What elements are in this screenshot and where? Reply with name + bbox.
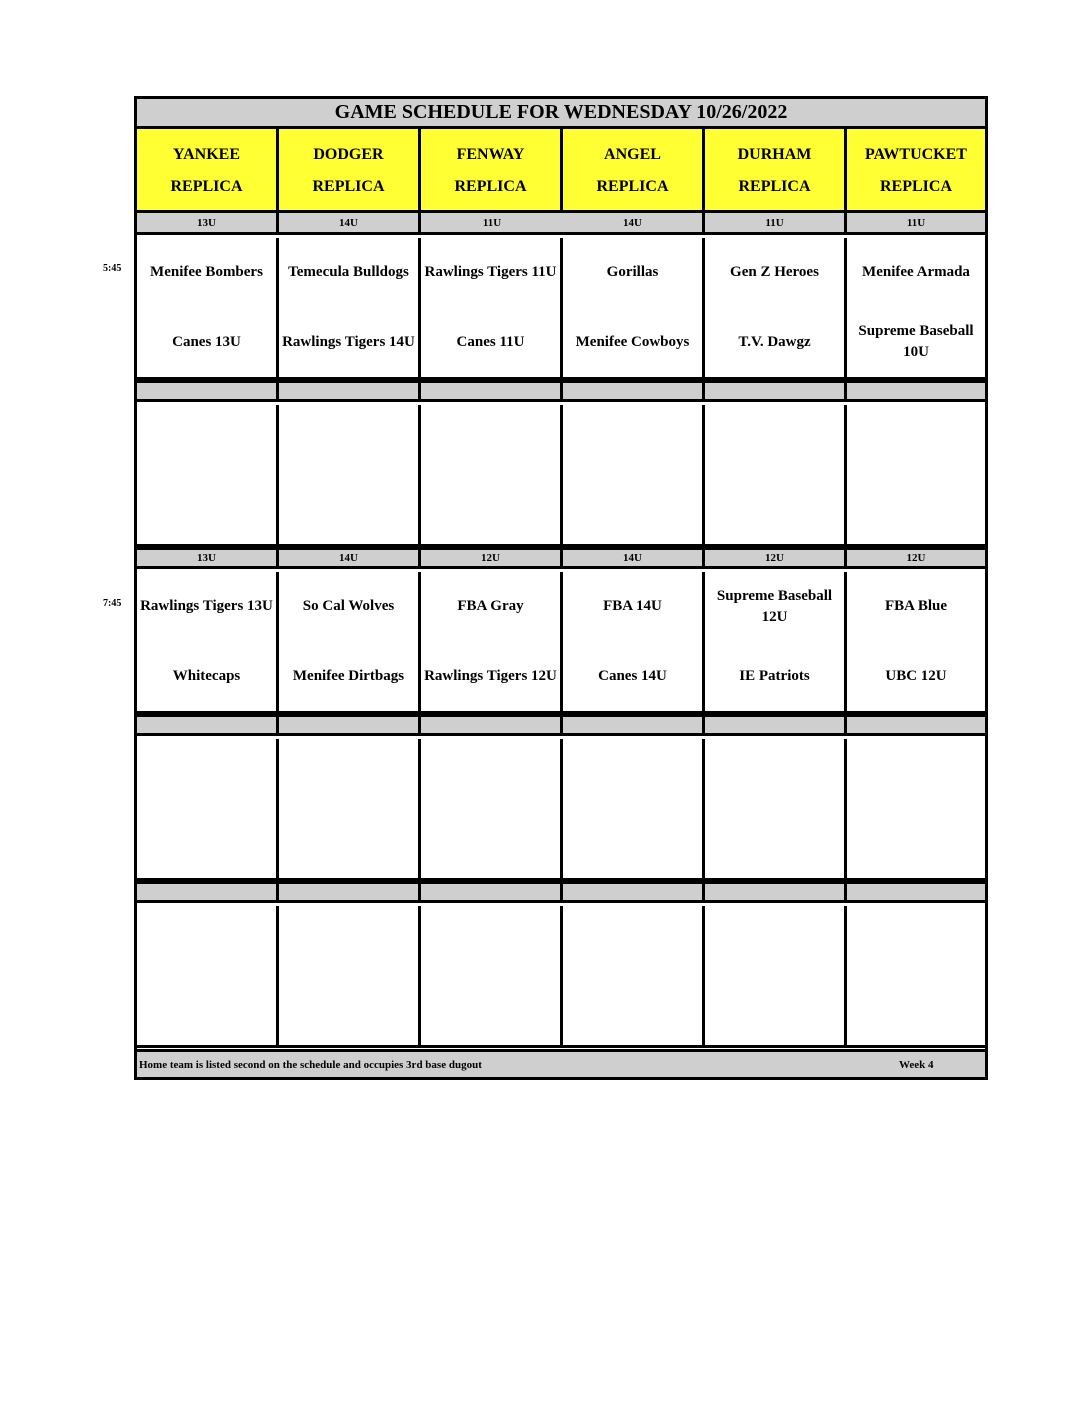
game-cell	[563, 906, 705, 1045]
home-team	[705, 475, 844, 545]
away-team	[421, 739, 560, 809]
home-team: UBC 12U	[885, 667, 947, 684]
footer-row	[137, 1049, 985, 1077]
away-team	[563, 405, 702, 475]
home-team	[705, 976, 844, 1046]
game-cell	[279, 405, 421, 544]
division-label: 12U	[421, 550, 563, 566]
game-row	[137, 405, 985, 547]
game-row	[137, 906, 985, 1048]
home-team	[137, 475, 276, 545]
field-header: YANKEE REPLICA	[137, 129, 279, 210]
away-team	[705, 405, 844, 475]
away-team: FBA Gray	[457, 598, 524, 615]
home-team	[279, 475, 418, 545]
away-team: Temecula Bulldogs	[288, 264, 409, 281]
division-label	[705, 884, 847, 900]
home-team	[137, 976, 276, 1046]
division-label	[847, 383, 985, 399]
home-team	[563, 475, 702, 545]
away-team	[137, 739, 276, 809]
division-label	[847, 717, 985, 733]
away-team	[421, 906, 560, 976]
game-cell	[563, 572, 705, 711]
division-label	[421, 884, 563, 900]
field-header-row	[137, 129, 985, 213]
slot-time-1: 5:45	[103, 263, 122, 274]
game-cell	[847, 739, 985, 878]
game-cell	[847, 906, 985, 1045]
home-team: Rawlings Tigers 14U	[282, 333, 415, 350]
division-label	[279, 884, 421, 900]
home-team	[421, 809, 560, 879]
field-header: ANGEL REPLICA	[563, 129, 705, 210]
division-row	[137, 547, 985, 569]
home-team: Supreme Baseball 10U	[858, 323, 974, 361]
division-row	[137, 380, 985, 402]
away-team	[847, 405, 985, 475]
away-team: Gorillas	[606, 264, 659, 281]
division-label	[563, 383, 705, 399]
game-cell	[279, 572, 421, 711]
game-cell	[705, 238, 847, 377]
division-row	[137, 881, 985, 903]
away-team	[279, 405, 418, 475]
division-label	[421, 717, 563, 733]
division-label: 13U	[137, 213, 279, 232]
division-label	[137, 383, 279, 399]
game-cell	[705, 739, 847, 878]
division-label	[705, 717, 847, 733]
game-cell	[137, 238, 279, 377]
field-header: DODGER REPLICA	[279, 129, 421, 210]
away-team	[137, 405, 276, 475]
division-label	[137, 884, 279, 900]
game-cell	[563, 739, 705, 878]
game-cell	[563, 405, 705, 544]
home-team: Menifee Dirtbags	[292, 667, 405, 684]
division-label: 13U	[137, 550, 279, 566]
field-header: FENWAY REPLICA	[421, 129, 563, 210]
home-team: IE Patriots	[739, 667, 810, 684]
game-row	[137, 572, 985, 714]
home-team	[847, 809, 985, 879]
away-team: Rawlings Tigers 11U	[424, 264, 557, 281]
division-label: 12U	[906, 552, 926, 564]
away-team: Menifee Armada	[862, 264, 970, 281]
field-header: DURHAM REPLICA	[705, 129, 847, 210]
game-row	[137, 739, 985, 881]
away-team: Rawlings Tigers 13U	[140, 598, 273, 615]
game-cell	[137, 739, 279, 878]
game-cell	[847, 405, 985, 544]
game-cell	[279, 906, 421, 1045]
week-label: Week 4	[899, 1058, 934, 1071]
away-team: FBA 14U	[603, 598, 662, 615]
game-cell	[705, 572, 847, 711]
away-team	[137, 906, 276, 976]
home-team	[421, 475, 560, 545]
division-label: 14U	[563, 550, 705, 566]
home-team: Rawlings Tigers 12U	[424, 667, 557, 684]
away-team: Supreme Baseball 12U	[716, 587, 833, 625]
home-team	[847, 475, 985, 545]
game-cell	[421, 572, 563, 711]
division-label: 14U	[279, 550, 421, 566]
away-team	[279, 739, 418, 809]
game-cell	[421, 739, 563, 878]
away-team	[847, 906, 985, 976]
field-header: PAWTUCKET REPLICA	[865, 145, 967, 195]
division-label	[563, 884, 705, 900]
game-cell	[279, 238, 421, 377]
home-team	[705, 809, 844, 879]
away-team	[279, 906, 418, 976]
home-team: Canes 13U	[172, 333, 241, 350]
game-cell	[421, 906, 563, 1045]
home-team	[279, 809, 418, 879]
game-schedule-table	[134, 96, 988, 1080]
away-team	[421, 405, 560, 475]
game-cell	[137, 405, 279, 544]
home-team	[563, 809, 702, 879]
division-row	[137, 714, 985, 736]
away-team	[705, 739, 844, 809]
home-team: T.V. Dawgz	[738, 333, 811, 350]
home-team: Canes 11U	[456, 333, 525, 350]
game-cell	[421, 238, 563, 377]
away-team	[705, 906, 844, 976]
footer-note: Home team is listed second on the schedule and occupies 3rd base dugout	[139, 1058, 482, 1071]
game-cell	[705, 906, 847, 1045]
home-team: Canes 14U	[598, 667, 667, 684]
away-team	[847, 739, 985, 809]
division-label	[279, 717, 421, 733]
away-team	[563, 739, 702, 809]
away-team: FBA Blue	[884, 598, 948, 615]
game-cell	[847, 572, 985, 711]
home-team: Whitecaps	[172, 667, 241, 684]
game-row	[137, 238, 985, 380]
slot-time-3: 7:45	[103, 598, 122, 609]
division-label	[847, 884, 985, 900]
away-team: So Cal Wolves	[302, 598, 395, 615]
division-label: 14U	[279, 213, 421, 232]
division-label: 11U	[482, 216, 502, 229]
game-cell	[705, 405, 847, 544]
home-team	[847, 976, 985, 1046]
away-team: Menifee Bombers	[150, 264, 263, 281]
division-label	[137, 717, 279, 733]
division-label: 14U	[563, 213, 705, 232]
game-cell	[847, 238, 985, 377]
home-team: Menifee Cowboys	[575, 333, 690, 350]
game-cell	[279, 739, 421, 878]
division-label: 11U	[906, 216, 926, 229]
home-team	[279, 976, 418, 1046]
division-label: 12U	[705, 550, 847, 566]
division-label	[279, 383, 421, 399]
home-team	[421, 976, 560, 1046]
away-team	[563, 906, 702, 976]
division-label	[421, 383, 563, 399]
schedule-title: GAME SCHEDULE FOR WEDNESDAY 10/26/2022	[137, 99, 985, 129]
division-label	[705, 383, 847, 399]
division-row	[137, 213, 985, 235]
home-team	[563, 976, 702, 1046]
away-team: Gen Z Heroes	[730, 264, 819, 281]
home-team	[137, 809, 276, 879]
game-cell	[421, 405, 563, 544]
game-cell	[563, 238, 705, 377]
division-label	[563, 717, 705, 733]
game-cell	[137, 906, 279, 1045]
game-cell	[137, 572, 279, 711]
division-label: 11U	[705, 213, 847, 232]
